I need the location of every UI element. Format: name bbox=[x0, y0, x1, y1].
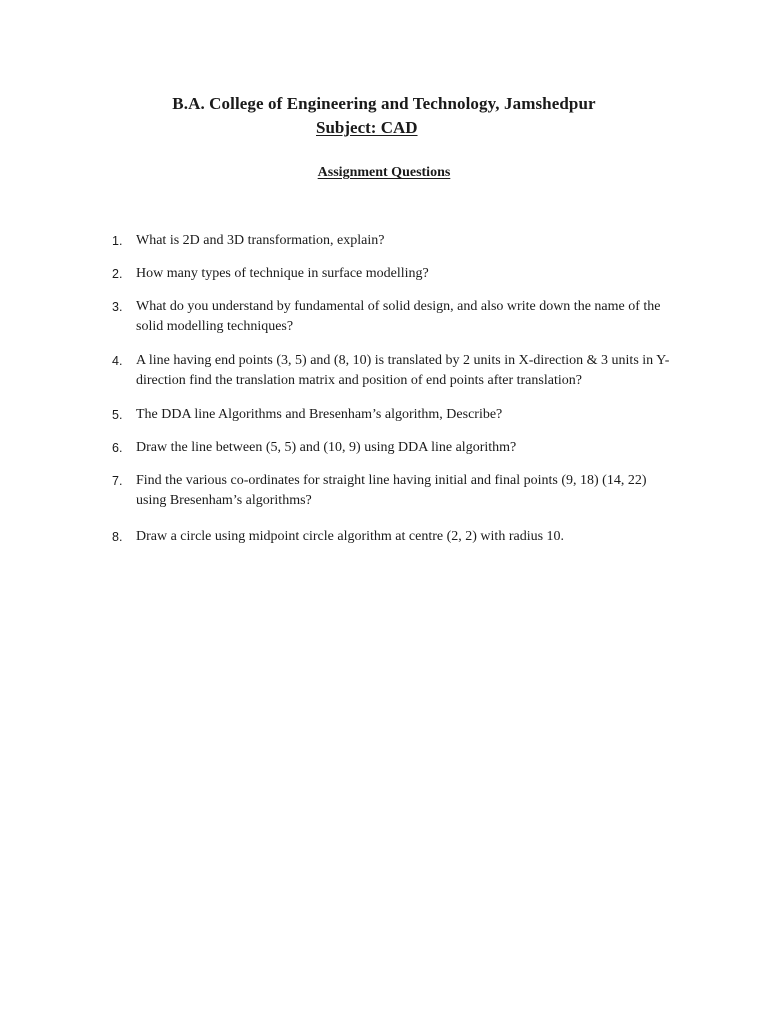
question-number: 4. bbox=[112, 354, 123, 368]
college-name: B.A. College of Engineering and Technology, Jamshedpur bbox=[172, 94, 596, 113]
question-number: 5. bbox=[112, 408, 123, 422]
question-item bbox=[112, 471, 672, 511]
question-number: 3. bbox=[112, 300, 123, 314]
question-item bbox=[112, 351, 672, 391]
question-text: Find the various co-ordinates for straight line having initial and final points (9, 18) (14, 22) using Bresenham’s algorithms? bbox=[136, 473, 647, 508]
question-text: A line having end points (3, 5) and (8, 10) is translated by 2 units in X-direction & 3 units in Y-direction find the translation matrix and position of end points after translation? bbox=[136, 353, 670, 388]
question-number: 6. bbox=[112, 441, 123, 455]
question-item bbox=[112, 297, 672, 337]
question-number: 7. bbox=[112, 474, 123, 488]
question-number: 8. bbox=[112, 530, 123, 544]
question-text: What is 2D and 3D transformation, explain? bbox=[136, 233, 385, 248]
question-text: Draw the line between (5, 5) and (10, 9) using DDA line algorithm? bbox=[136, 440, 517, 455]
question-text: The DDA line Algorithms and Bresenham’s algorithm, Describe? bbox=[136, 407, 503, 422]
question-item bbox=[112, 264, 672, 284]
question-number: 2. bbox=[112, 267, 123, 281]
question-number: 1. bbox=[112, 234, 123, 248]
question-item bbox=[112, 438, 672, 458]
question-item bbox=[112, 527, 672, 547]
question-text: What do you understand by fundamental of solid design, and also write down the name of the solid modelling techniques? bbox=[136, 299, 661, 334]
question-item bbox=[112, 405, 672, 425]
question-item bbox=[112, 231, 672, 251]
assignment-heading: Assignment Questions bbox=[317, 165, 451, 180]
subject-title: Subject: CAD bbox=[316, 118, 418, 137]
question-text: Draw a circle using midpoint circle algorithm at centre (2, 2) with radius 10. bbox=[136, 529, 565, 544]
question-text: How many types of technique in surface modelling? bbox=[136, 266, 429, 281]
